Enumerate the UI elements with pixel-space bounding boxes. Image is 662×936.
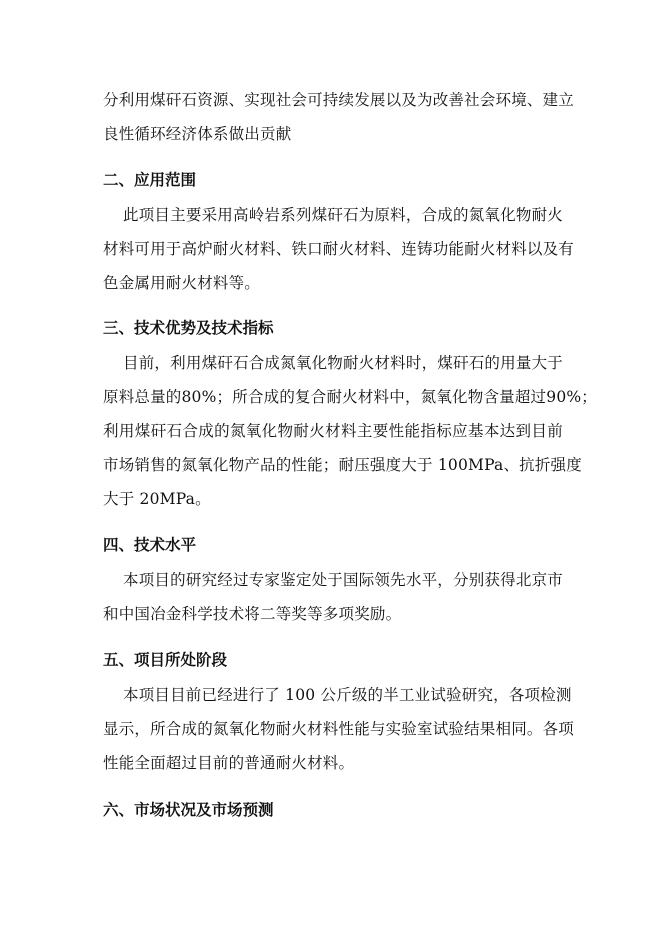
intro-line-2: 良性循环经济体系做出贡献 <box>103 125 292 143</box>
heading-technical-advantages: 三、技术优势及技术指标 <box>103 319 274 337</box>
advantages-line-5: 大于 20MPa。 <box>103 490 211 508</box>
stage-line-1: 本项目目前已经进行了 100 公斤级的半工业试验研究，各项检测 <box>123 686 572 704</box>
heading-project-stage: 五、项目所处阶段 <box>103 651 228 669</box>
stage-line-2: 显示，所合成的氮氧化物耐火材料性能与实验室试验结果相同。各项 <box>103 720 575 738</box>
level-line-2: 和中国冶金科学技术将二等奖等多项奖励。 <box>103 605 402 623</box>
advantages-line-2: 原料总量的80%；所合成的复合耐火材料中，氮氧化物含量超过90%； <box>103 388 598 406</box>
level-line-1: 本项目的研究经过专家鉴定处于国际领先水平，分别获得北京市 <box>123 571 563 589</box>
heading-application-scope: 二、应用范围 <box>103 171 197 189</box>
advantages-line-1: 目前，利用煤矸石合成氮氧化物耐火材料时，煤矸石的用量大于 <box>123 354 563 372</box>
intro-line-1: 分利用煤矸石资源、实现社会可持续发展以及为改善社会环境、建立 <box>103 91 575 109</box>
application-line-1: 此项目主要采用高岭岩系列煤矸石为原料，合成的氮氧化物耐火 <box>123 206 563 224</box>
application-line-2: 材料可用于高炉耐火材料、铁口耐火材料、连铸功能耐火材料以及有 <box>103 240 575 258</box>
stage-line-3: 性能全面超过目前的普通耐火材料。 <box>103 754 355 772</box>
heading-market-status: 六、市场状况及市场预测 <box>103 801 274 819</box>
advantages-line-4: 市场销售的氮氧化物产品的性能；耐压强度大于 100MPa、抗折强度 <box>103 456 582 474</box>
heading-technical-level: 四、技术水平 <box>103 536 197 554</box>
advantages-line-3: 利用煤矸石合成的氮氧化物耐火材料主要性能指标应基本达到目前 <box>103 422 563 440</box>
application-line-3: 色金属用耐火材料等。 <box>103 274 261 292</box>
